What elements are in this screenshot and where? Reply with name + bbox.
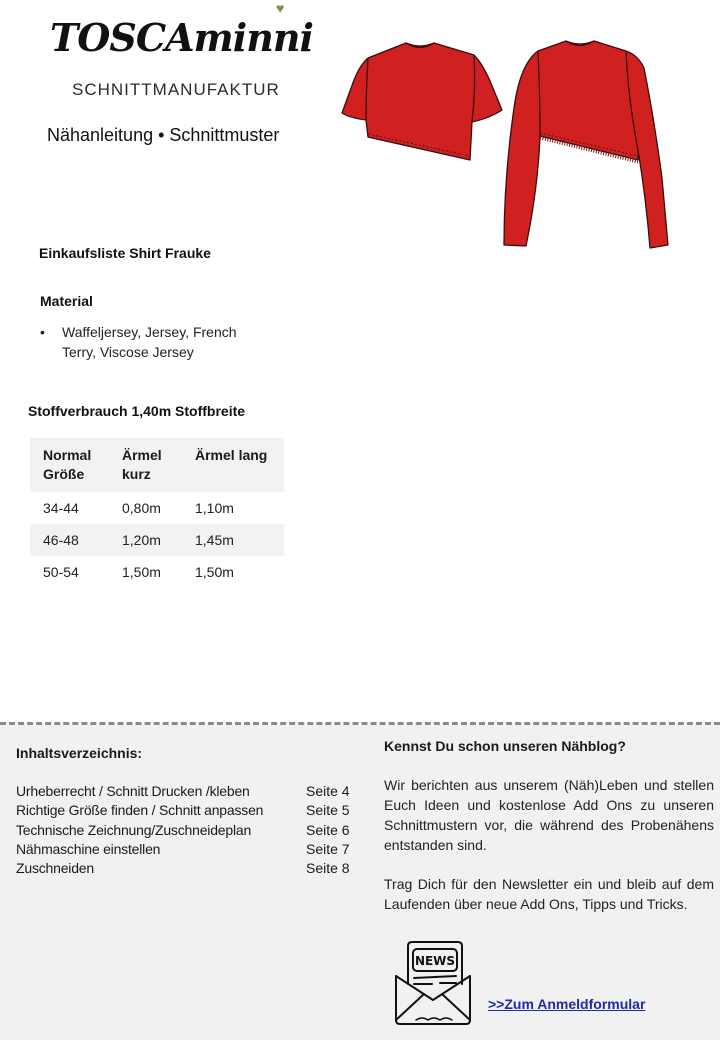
column-header: Ärmel lang	[182, 438, 284, 492]
table-row	[30, 492, 284, 524]
table-cell: 0,80m	[122, 500, 161, 516]
table-cell: 50-54	[43, 564, 79, 580]
shirt-illustrations	[340, 38, 690, 256]
page-subtitle: Nähanleitung • Schnittmuster	[47, 125, 280, 145]
toc-item[interactable]	[16, 821, 366, 840]
table-cell: 1,20m	[109, 524, 182, 556]
table-cell: 46-48	[30, 524, 109, 556]
table-cell: 1,10m	[195, 500, 234, 516]
toc-item-label: Technische Zeichnung/Zuschneideplan	[16, 821, 252, 838]
blog-title: Kennst Du schon unseren Nähblog?	[384, 738, 626, 754]
table-cell: 34-44	[43, 500, 79, 516]
shopping-list-title: Einkaufsliste Shirt Frauke	[39, 245, 211, 261]
brand-logo: TOSCAminni	[50, 15, 313, 60]
column-header: Normal Größe	[30, 438, 109, 492]
short-sleeve-shirt	[342, 43, 502, 160]
toc-title: Inhaltsverzeichnis:	[16, 745, 143, 761]
table-cell: 1,50m	[195, 564, 234, 580]
table-of-contents	[16, 782, 366, 878]
newsletter-envelope-icon	[392, 940, 474, 1026]
table-cell: 1,45m	[182, 524, 284, 556]
blog-text	[384, 775, 714, 933]
brand-subline: SCHNITTMANUFAKTUR	[72, 80, 280, 99]
dashed-divider	[0, 722, 720, 725]
toc-item-page: Seite 8	[306, 860, 350, 877]
toc-item-page: Seite 4	[306, 783, 350, 799]
toc-item-label: Urheberrecht / Schnitt Drucken /kleben	[16, 783, 250, 799]
table-row	[30, 524, 284, 556]
heart-icon: ♥	[276, 0, 285, 16]
table-header-row	[30, 438, 284, 492]
fabric-usage-heading: Stoffverbrauch 1,40m Stoffbreite	[28, 403, 246, 419]
material-items: Waffeljersey, Jersey, French Terry, Viscose Jersey	[62, 324, 237, 360]
blog-paragraph: Trag Dich für den Newsletter ein und bleib auf dem Laufenden über neue Add Ons, Tipps und Tricks.	[384, 876, 714, 912]
table-row	[30, 556, 284, 588]
toc-item[interactable]	[16, 801, 366, 820]
toc-item[interactable]	[16, 859, 366, 878]
toc-item-page: Seite 6	[306, 821, 350, 838]
toc-item-page: Seite 5	[306, 802, 350, 819]
fabric-usage-table	[30, 438, 284, 588]
toc-item[interactable]	[16, 782, 366, 801]
toc-item-label: Nähmaschine einstellen	[16, 840, 161, 857]
table-cell: 1,50m	[122, 564, 161, 580]
material-heading: Material	[40, 293, 93, 309]
toc-item-label: Richtige Größe finden / Schnitt anpassen	[16, 802, 264, 819]
blog-paragraph: Wir berichten aus unserem (Näh)Leben und stellen Euch Ideen und kostenlose Add Ons zu unseren Schnittmustern vor, die während des Probenähens entstanden sind.	[384, 777, 714, 853]
toc-item-label: Zuschneiden	[16, 860, 94, 877]
news-icon-text: NEWS	[414, 954, 456, 968]
long-sleeve-shirt	[504, 41, 668, 248]
bullet: •	[40, 324, 45, 340]
toc-item[interactable]	[16, 840, 366, 859]
column-header: Ärmel kurz	[109, 438, 182, 492]
toc-item-page: Seite 7	[306, 840, 350, 857]
newsletter-signup-link[interactable]: >>Zum Anmeldformular	[488, 996, 646, 1012]
